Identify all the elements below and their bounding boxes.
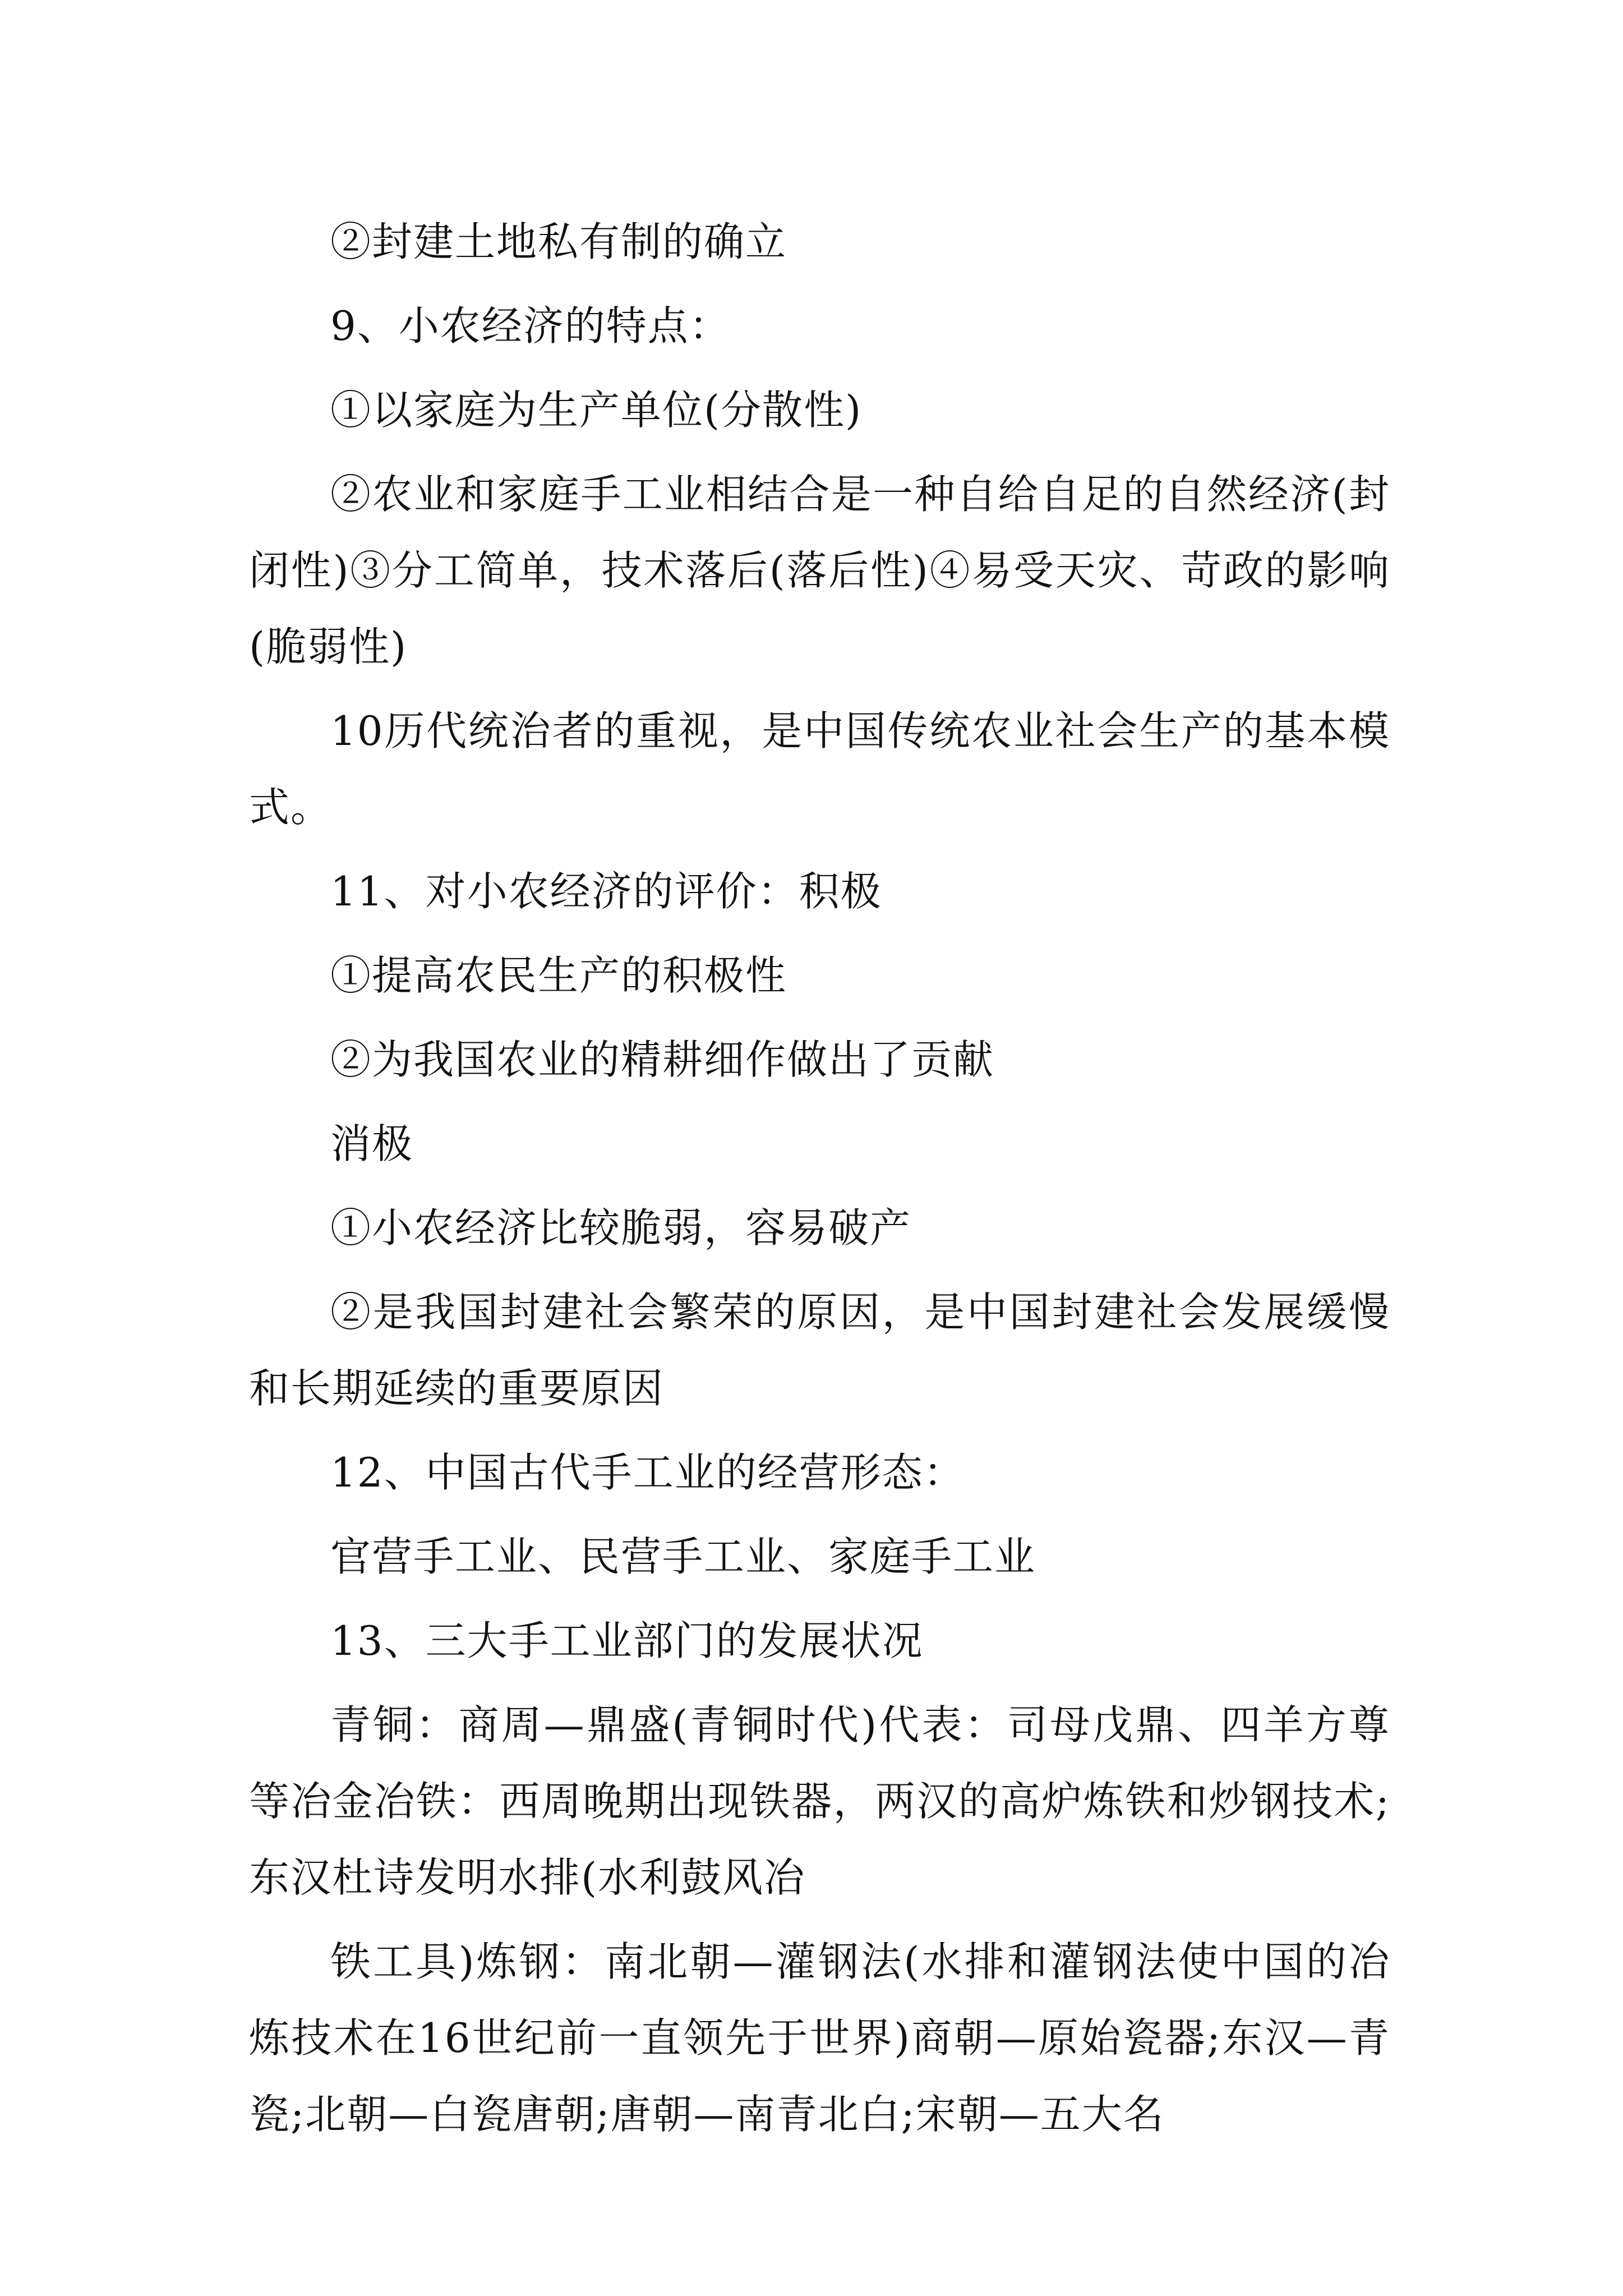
paragraph: 青铜：商周—鼎盛(青铜时代)代表：司母戊鼎、四羊方尊等冶金冶铁：西周晚期出现铁器，两汉的高炉炼铁和炒钢技术;东汉杜诗发明水排(水利鼓风冶 — [249, 1701, 1390, 1901]
paragraph: 铁工具)炼钢：南北朝—灌钢法(水排和灌钢法使中国的冶炼技术在16世纪前一直领先于世界)商朝—原始瓷器;东汉—青瓷;北朝—白瓷唐朝;唐朝—南青北白;宋朝—五大名 — [249, 1938, 1390, 2138]
paragraph: 官营手工业、民营手工业、家庭手工业 — [330, 1533, 1036, 1580]
paragraph: 消极 — [330, 1120, 414, 1167]
paragraph: 12、中国古代手工业的经营形态： — [330, 1449, 965, 1496]
paragraph: ①以家庭为生产单位(分散性) — [330, 386, 863, 434]
paragraph: ①提高农民生产的积极性 — [330, 952, 787, 999]
paragraph: 13、三大手工业部门的发展状况 — [330, 1617, 924, 1664]
paragraph: ①小农经济比较脆弱，容易破产 — [330, 1204, 912, 1251]
paragraph: ②封建土地私有制的确立 — [330, 218, 787, 265]
paragraph: 10历代统治者的重视，是中国传统农业社会生产的基本模式。 — [249, 707, 1390, 831]
paragraph: 9、小农经济的特点： — [330, 302, 731, 349]
paragraph: 11、对小农经济的评价：积极 — [330, 868, 882, 915]
paragraph: ②为我国农业的精耕细作做出了贡献 — [330, 1036, 995, 1083]
document-body — [249, 204, 1390, 2160]
paragraph: ②是我国封建社会繁荣的原因，是中国封建社会发展缓慢和长期延续的重要原因 — [249, 1289, 1390, 1412]
paragraph: ②农业和家庭手工业相结合是一种自给自足的自然经济(封闭性)③分工简单，技术落后(落后性)④易受天灾、苛政的影响(脆弱性) — [249, 471, 1390, 670]
